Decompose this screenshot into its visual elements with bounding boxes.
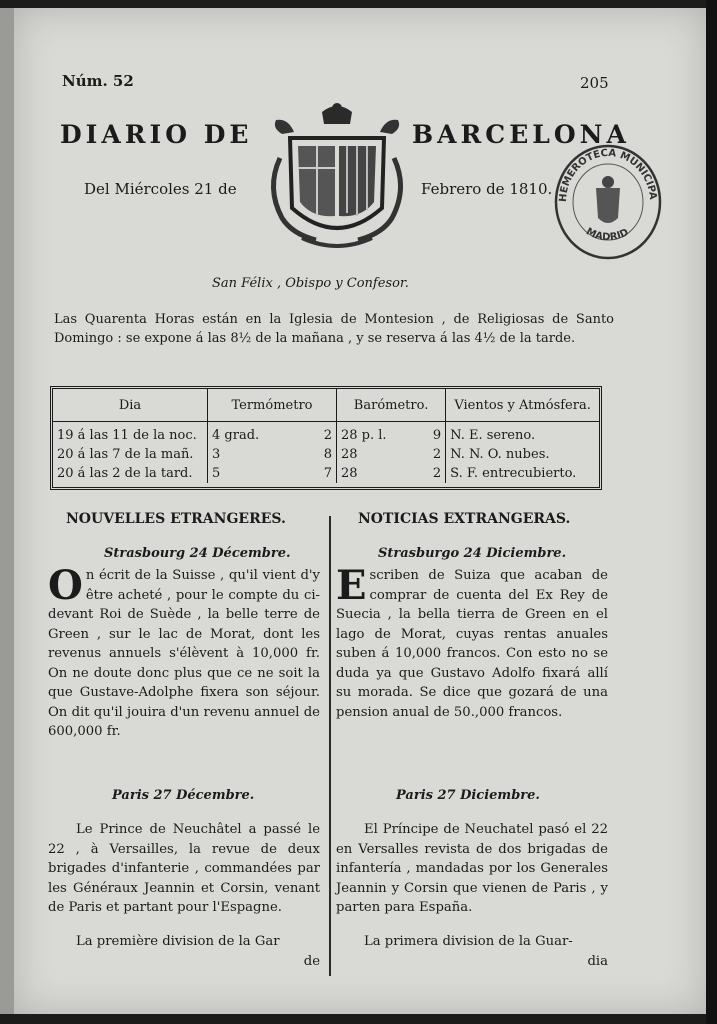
cell-baro: 28 [341,466,358,481]
header-barometro: Barómetro. [337,389,446,422]
weather-table [50,386,602,490]
saint-of-day: San Félix , Obispo y Confesor. [212,276,409,291]
header-vientos: Vientos y Atmósfera. [446,389,599,422]
cell-baro-frac: 2 [420,445,446,464]
cell-baro: 28 [341,447,358,462]
cell-termo: 4 grad. [212,428,260,443]
right-dateline-2: Paris 27 Diciembre. [396,788,540,803]
cell-baro-frac: 2 [420,464,446,483]
cell-baro: 28 p. l. [341,428,387,443]
scan-border [706,0,717,1024]
left-para-3 [48,932,320,971]
cell-dia: 20 á las 2 de la tard. [53,464,208,483]
cell-dia: 19 á las 11 de la noc. [53,422,208,446]
left-para-1: n écrit de la Suisse , qu'il vient d'y être acheté , pour le compte du ci-devant Roi de Suède , la belle terre de Green , sur le lac de Morat, dont les revenus annuels s'élèvent à 10,000 fr. On ne doute donc plus que ce ne soit la que Gustave-Adolphe fixera son séjour. On dit qu'il jouira d'un revenu annuel de 600,000 fr. [48,568,320,739]
left-heading: NOUVELLES ETRANGERES. [66,511,286,527]
right-para-2: El Príncipe de Neuchatel pasó el 22 en Versalles revista de dos brigadas de infantería , mandadas por los Generales Jeannin y Corsin que vienen de Paris , y parten para España. [336,822,608,915]
svg-text:MADRID [584,226,630,243]
cell-viento: S. F. entrecubierto. [450,466,577,481]
forty-hours-notice: Las Quarenta Horas están en la Iglesia de Montesion , de Religiosas de Santo Domingo : se expone á las 8½ de la mañana , y se reserva á las 4½ de la tarde. [54,312,614,346]
issue-number: Núm. 52 [62,72,134,90]
cell-termo-frac: 2 [307,422,337,446]
right-dateline-1: Strasburgo 24 Diciembre. [378,546,567,561]
left-para-3-text: La première division de la Gar [76,934,280,949]
stamp-text-top: HEMEROTECA MUNICIPA [557,147,659,203]
binding-edge [0,8,14,1014]
left-dateline-2: Paris 27 Décembre. [112,788,255,803]
right-para-3 [336,932,608,971]
cell-termo-frac: 8 [307,445,337,464]
library-stamp [552,140,664,264]
right-para-3-text: La primera division de la Guar- [364,934,573,949]
column-divider [329,516,331,976]
table-row [53,422,599,446]
cell-termo-frac: 7 [307,464,337,483]
weather-header-row [53,389,599,422]
right-heading: NOTICIAS EXTRANGERAS. [358,511,571,527]
cell-dia: 20 á las 7 de la mañ. [53,445,208,464]
right-para-1: scriben de Suiza que acaban de comprar de cuenta del Ex Rey de Suecia , la bella tierra de Green en el lago de Morat, cuyas rentas anuales suben á 10,000 francos. Con esto no se duda ya que Gustavo Adolfo fixará allí su morada. Se dice que gozará de una pension anual de 50.,000 francos. [336,568,608,720]
stamp-text-bottom: MADRID [584,226,631,244]
cell-viento: N. N. O. nubes. [450,447,550,462]
left-dateline-1: Strasbourg 24 Décembre. [104,546,291,561]
left-article-1 [48,562,320,742]
left-para-3-end: de [303,953,320,969]
coat-of-arms-icon [262,98,412,262]
left-drop-cap: O [48,562,83,609]
date-left: Del Miércoles 21 de [84,180,237,198]
cell-viento: N. E. sereno. [450,428,536,443]
right-drop-cap: E [336,562,367,609]
header-dia: Dia [53,389,208,422]
right-article-1 [336,562,608,722]
date-right: Febrero de 1810. [421,180,553,198]
cell-termo: 5 [212,466,221,481]
cell-baro-frac: 9 [420,422,446,446]
table-row [53,464,599,483]
title-left: DIARIO DE [60,120,253,149]
right-para-3-end: dia [587,953,608,969]
title-right: BARCELONA [412,120,630,149]
header-termometro: Termómetro [208,389,337,422]
page-number: 205 [580,74,609,92]
cell-termo: 3 [212,447,221,462]
newspaper-page [14,8,706,1014]
table-row [53,445,599,464]
left-para-2: Le Prince de Neuchâtel a passé le 22 , à Versailles, la revue de deux brigades d'infanterie , commandées par les Généraux Jeannin et Corsin, venant de Paris et partant pour l'Espagne. [48,822,320,915]
